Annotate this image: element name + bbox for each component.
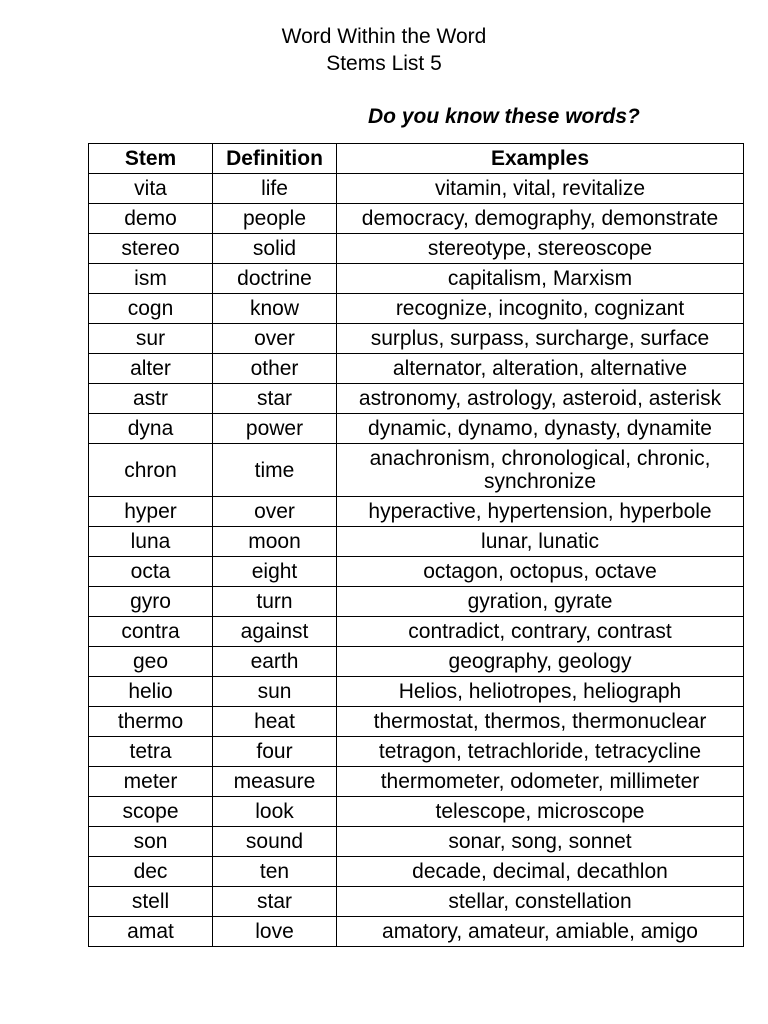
table-row [89,264,744,294]
table-row [89,527,744,557]
cell-definition: other [213,354,337,384]
cell-examples: decade, decimal, decathlon [337,857,744,887]
cell-stem: dyna [89,414,213,444]
table-row [89,234,744,264]
table-row [89,797,744,827]
cell-stem: thermo [89,707,213,737]
cell-definition: four [213,737,337,767]
cell-stem: stereo [89,234,213,264]
cell-examples: capitalism, Marxism [337,264,744,294]
cell-examples: hyperactive, hypertension, hyperbole [337,497,744,527]
cell-stem: alter [89,354,213,384]
cell-examples: tetragon, tetrachloride, tetracycline [337,737,744,767]
stems-table [88,143,744,947]
document-subtitle: Stems List 5 [326,52,442,75]
table-row [89,737,744,767]
cell-stem: scope [89,797,213,827]
cell-examples: thermometer, odometer, millimeter [337,767,744,797]
table-row [89,174,744,204]
cell-examples: alternator, alteration, alternative [337,354,744,384]
table-row [89,414,744,444]
cell-stem: helio [89,677,213,707]
cell-examples: vitamin, vital, revitalize [337,174,744,204]
cell-definition: look [213,797,337,827]
cell-examples: dynamic, dynamo, dynasty, dynamite [337,414,744,444]
table-row [89,384,744,414]
cell-definition: over [213,497,337,527]
table-row [89,767,744,797]
cell-definition: power [213,414,337,444]
table-row [89,497,744,527]
cell-definition: against [213,617,337,647]
cell-examples: stereotype, stereoscope [337,234,744,264]
cell-stem: hyper [89,497,213,527]
cell-stem: dec [89,857,213,887]
cell-stem: astr [89,384,213,414]
cell-stem: tetra [89,737,213,767]
table-row [89,324,744,354]
cell-stem: gyro [89,587,213,617]
cell-stem: stell [89,887,213,917]
cell-definition: star [213,887,337,917]
header-stem: Stem [89,144,213,174]
cell-definition: solid [213,234,337,264]
cell-definition: life [213,174,337,204]
cell-examples: telescope, microscope [337,797,744,827]
cell-examples: stellar, constellation [337,887,744,917]
cell-definition: measure [213,767,337,797]
table-row [89,857,744,887]
table-row [89,354,744,384]
cell-stem: luna [89,527,213,557]
cell-definition: time [213,444,337,497]
table-header-row [89,144,744,174]
cell-examples: amatory, amateur, amiable, amigo [337,917,744,947]
header-definition: Definition [213,144,337,174]
cell-examples: democracy, demography, demonstrate [337,204,744,234]
cell-definition: know [213,294,337,324]
document-title: Word Within the Word [281,25,487,48]
cell-examples: octagon, octopus, octave [337,557,744,587]
table-row [89,617,744,647]
cell-definition: sound [213,827,337,857]
cell-examples: astronomy, astrology, asteroid, asterisk [337,384,744,414]
cell-definition: love [213,917,337,947]
cell-stem: vita [89,174,213,204]
cell-stem: sur [89,324,213,354]
cell-definition: doctrine [213,264,337,294]
table-row [89,294,744,324]
table-row [89,707,744,737]
cell-stem: chron [89,444,213,497]
cell-definition: heat [213,707,337,737]
table-row [89,204,744,234]
cell-stem: contra [89,617,213,647]
cell-examples: gyration, gyrate [337,587,744,617]
cell-examples: recognize, incognito, cognizant [337,294,744,324]
table-row [89,647,744,677]
cell-definition: earth [213,647,337,677]
cell-stem: amat [89,917,213,947]
table-row [89,827,744,857]
cell-definition: eight [213,557,337,587]
table-body [89,174,744,947]
cell-stem: octa [89,557,213,587]
table-row [89,887,744,917]
header-examples: Examples [337,144,744,174]
cell-examples: sonar, song, sonnet [337,827,744,857]
table-row [89,917,744,947]
cell-examples: thermostat, thermos, thermonuclear [337,707,744,737]
cell-stem: cogn [89,294,213,324]
cell-definition: moon [213,527,337,557]
cell-stem: meter [89,767,213,797]
cell-examples: contradict, contrary, contrast [337,617,744,647]
cell-stem: ism [89,264,213,294]
cell-definition: sun [213,677,337,707]
table-row [89,444,744,497]
cell-stem: demo [89,204,213,234]
cell-definition: ten [213,857,337,887]
cell-stem: son [89,827,213,857]
cell-examples: surplus, surpass, surcharge, surface [337,324,744,354]
cell-examples: geography, geology [337,647,744,677]
cell-definition: turn [213,587,337,617]
cell-examples: anachronism, chronological, chronic, synchronize [337,444,744,497]
cell-stem: geo [89,647,213,677]
cell-examples: Helios, heliotropes, heliograph [337,677,744,707]
table-row [89,677,744,707]
cell-definition: over [213,324,337,354]
cell-definition: people [213,204,337,234]
cell-definition: star [213,384,337,414]
question-prompt: Do you know these words? [368,105,640,128]
table-row [89,557,744,587]
cell-examples: lunar, lunatic [337,527,744,557]
table-row [89,587,744,617]
